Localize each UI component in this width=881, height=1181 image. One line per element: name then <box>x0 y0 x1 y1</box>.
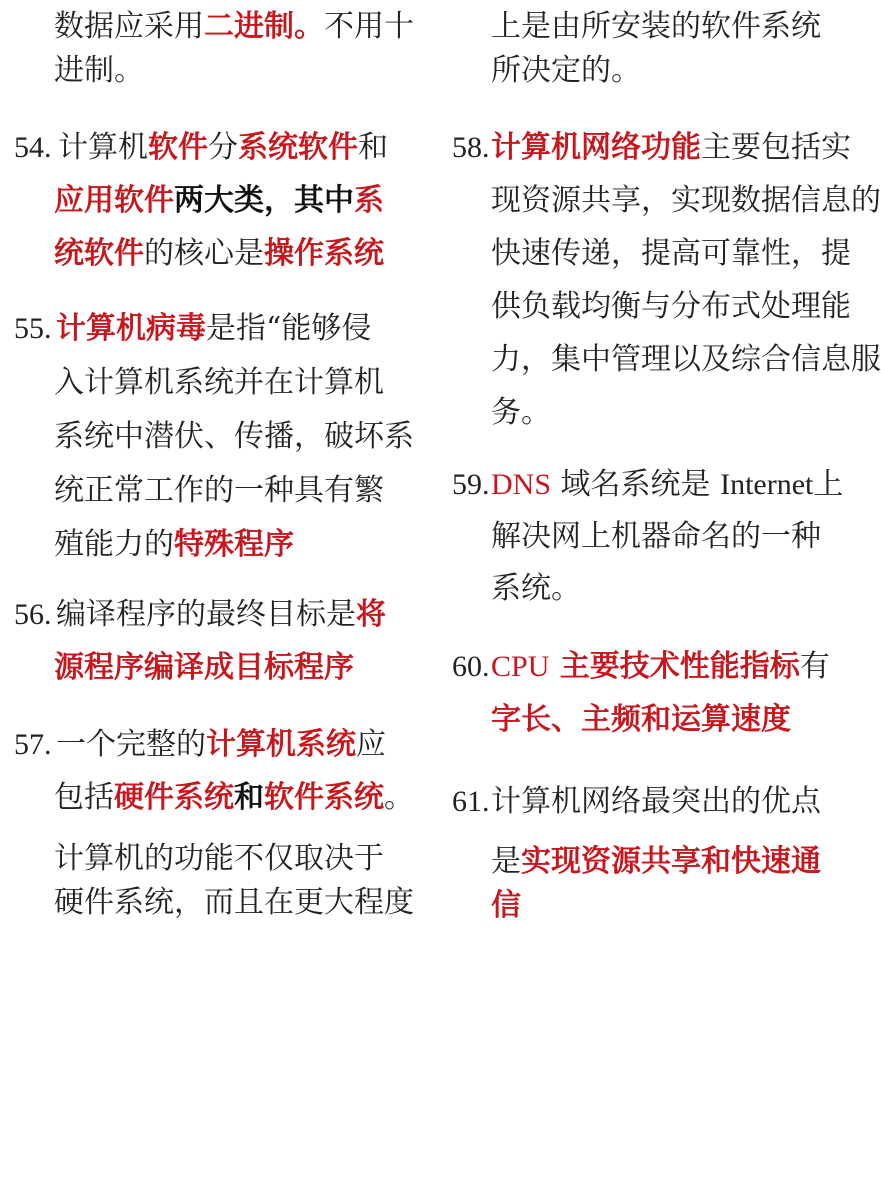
highlight-hardware-system: 硬件系统 <box>114 780 234 815</box>
text-line <box>491 227 851 280</box>
text-run: 现资源共享，实现数据信息的 <box>491 183 881 218</box>
item-number: 56. <box>14 598 52 631</box>
text-run: 所决定的。 <box>491 53 641 88</box>
text-run: 统正常工作的一种具有繁 <box>54 473 384 508</box>
highlight-software: 软件 <box>148 130 208 165</box>
item-number: 60. <box>452 650 490 683</box>
highlight-text: 信 <box>491 888 521 923</box>
text-run: 解决网上机器命名的一种 <box>491 519 821 554</box>
item-number: 58. <box>452 131 490 164</box>
text-run: 计算机网络最突出的优点 <box>491 784 821 819</box>
text-run: 包括 <box>54 780 114 815</box>
highlight-dns: DNS <box>491 468 552 501</box>
highlight-text: 系 <box>354 183 384 218</box>
text-run: 入计算机系统并在计算机 <box>54 365 384 400</box>
highlight-computer-virus: 计算机病毒 <box>56 311 206 346</box>
item-number: 57. <box>14 728 52 761</box>
text-line <box>54 174 384 227</box>
highlight-software-system: 软件系统 <box>264 780 384 815</box>
text-line <box>491 562 581 615</box>
text-run: 进制。 <box>54 53 144 88</box>
text-run: Internet <box>720 468 814 501</box>
text-line <box>54 876 414 929</box>
highlight-application-software: 应用软件 <box>54 183 174 218</box>
text-line <box>491 640 830 693</box>
text-run: 系统。 <box>491 571 581 606</box>
text-line <box>54 356 384 409</box>
text-run: 主要包括实 <box>701 130 851 165</box>
text-line <box>491 458 843 511</box>
text-line <box>56 718 386 771</box>
highlight-text: 统软件 <box>54 236 144 271</box>
text-line <box>491 510 821 563</box>
text-run: 不用十 <box>324 9 414 44</box>
text-run: 上是由所安装的软件系统 <box>491 9 821 44</box>
text-line <box>491 174 881 227</box>
text-run: 一个完整的 <box>56 727 206 762</box>
bold-text: 和 <box>234 780 264 815</box>
text-run: 有 <box>799 649 830 684</box>
text-line <box>491 333 881 386</box>
text-line <box>54 518 294 571</box>
text-line <box>54 464 384 517</box>
text-line <box>58 121 388 174</box>
text-run: 域名系统是 <box>551 467 721 502</box>
highlight-text: 将 <box>356 597 386 632</box>
text-line <box>491 775 821 828</box>
text-run: 是指“能够侵 <box>206 311 372 346</box>
text-run: 殖能力的 <box>54 527 174 562</box>
item-number: 59. <box>452 468 490 501</box>
text-line <box>56 302 371 355</box>
text-line <box>491 386 551 439</box>
highlight-compile-goal: 源程序编译成目标程序 <box>54 650 354 685</box>
text-run: 硬件系统，而且在更大程度 <box>54 885 414 920</box>
text-run: 计算机的功能不仅取决于 <box>54 841 384 876</box>
text-run: 力，集中管理以及综合信息服 <box>491 342 881 377</box>
text-run: 务。 <box>491 395 551 430</box>
highlight-cpu-metrics: 字长、主频和运算速度 <box>491 702 791 737</box>
text-run: 数据应采用 <box>54 9 204 44</box>
item-number: 54. <box>14 131 52 164</box>
item-number: 61. <box>452 785 490 818</box>
text-line <box>491 44 641 97</box>
text-line <box>491 879 521 932</box>
text-run: 。 <box>384 780 414 815</box>
text-line <box>54 771 414 824</box>
text-line <box>56 588 386 641</box>
text-line <box>54 44 144 97</box>
text-run: 分 <box>208 130 238 165</box>
highlight-performance-index: 主要技术性能指标 <box>549 649 800 684</box>
text-line <box>54 641 354 694</box>
text-run: 和 <box>358 130 388 165</box>
text-line <box>491 121 851 174</box>
highlight-operating-system: 操作系统 <box>264 236 384 271</box>
text-line <box>491 693 791 746</box>
text-run: 系统中潜伏、传播，破坏系 <box>54 419 414 454</box>
item-number: 55. <box>14 312 52 345</box>
text-line <box>491 835 821 888</box>
highlight-network-function: 计算机网络功能 <box>491 130 701 165</box>
highlight-cpu: CPU <box>491 650 550 683</box>
highlight-system-software: 系统软件 <box>238 130 358 165</box>
text-line <box>491 280 851 333</box>
text-run: 计算机 <box>58 130 148 165</box>
bold-text: 两大类，其中 <box>174 183 354 218</box>
text-run: 供负载均衡与分布式处理能 <box>491 289 851 324</box>
text-line <box>54 410 414 463</box>
text-run: 是 <box>491 844 521 879</box>
text-run: 编译程序的最终目标是 <box>56 597 356 632</box>
text-run: 上 <box>813 467 844 502</box>
text-line <box>54 227 384 280</box>
text-run: 应 <box>356 727 386 762</box>
text-run: 快速传递，提高可靠性，提 <box>491 236 851 271</box>
highlight-computer-system: 计算机系统 <box>206 727 356 762</box>
highlight-special-program: 特殊程序 <box>174 527 294 562</box>
text-run: 的核心是 <box>144 236 264 271</box>
highlight-network-advantage: 实现资源共享和快速通 <box>521 844 821 879</box>
highlight-binary: 二进制。 <box>204 9 324 44</box>
